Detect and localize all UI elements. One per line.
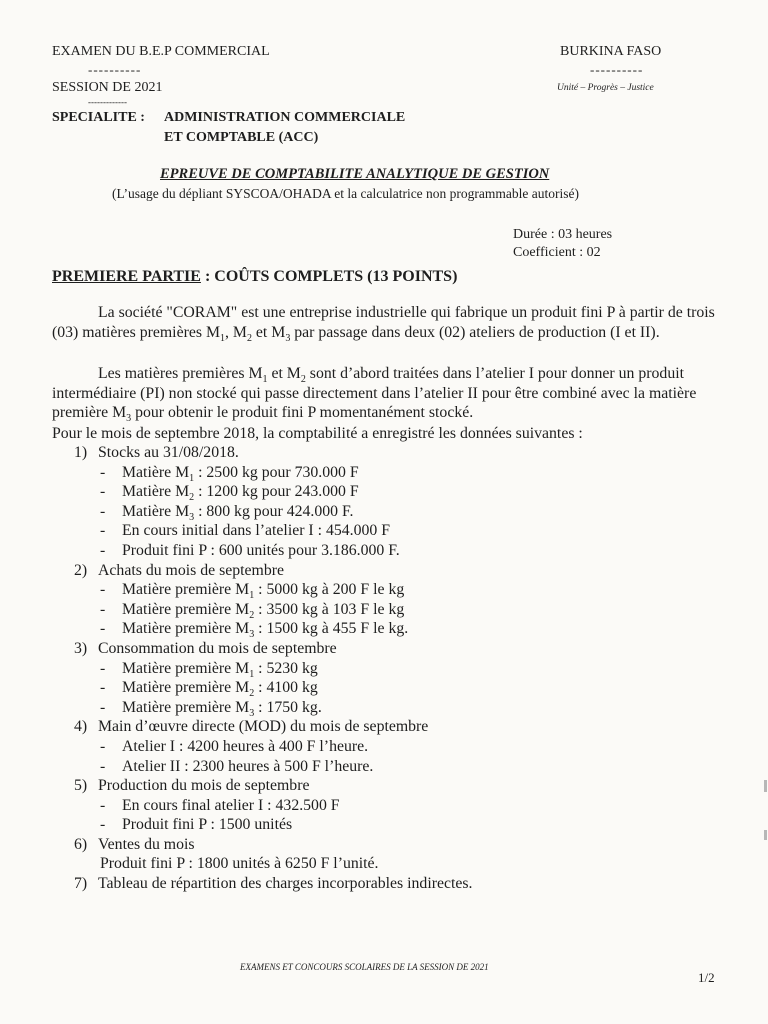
item-label: Stocks au 31/08/2018.: [98, 444, 239, 461]
sub-item: [74, 737, 473, 757]
text: Matière première M: [122, 620, 250, 638]
sub-item: [74, 796, 473, 816]
text: : 5230 kg: [254, 659, 318, 677]
sub-item: [74, 659, 473, 679]
dash: -: [100, 522, 106, 540]
specialite-line2: ET COMPTABLE (ACC): [164, 130, 319, 145]
coefficient: Coefficient : 02: [513, 245, 601, 260]
sub-item: [74, 619, 473, 639]
specialite-label: SPECIALITE :: [52, 110, 145, 125]
text: Matière M: [122, 502, 190, 520]
text: Matière première M: [122, 659, 250, 677]
scan-edge-mark: [764, 830, 767, 840]
epreuve-note: (L’usage du dépliant SYSCOA/OHADA et la calculatrice non programmable autorisé): [112, 186, 580, 201]
sub-item: [74, 541, 473, 561]
text: Produit fini P : 1500 unités: [122, 816, 293, 834]
national-motto: Unité – Progrès – Justice: [557, 83, 654, 93]
dash: -: [100, 698, 106, 716]
subscript: 2: [300, 374, 306, 386]
dash: -: [100, 679, 106, 697]
subscript: 1: [262, 374, 268, 386]
sub-item: [74, 757, 473, 777]
scan-edge-mark: [764, 780, 767, 792]
list-item: [74, 776, 473, 796]
dash: -: [100, 816, 106, 834]
text: par passage dans deux (02) ateliers de production (I et II).: [290, 323, 660, 341]
text: Matière première M: [122, 581, 250, 599]
country-dashes: ----------: [590, 62, 644, 77]
item-number: 6): [74, 835, 88, 853]
exam-title: EXAMEN DU B.E.P COMMERCIAL: [52, 44, 270, 59]
text: et M: [267, 365, 301, 382]
intro-paragraph: [52, 303, 720, 342]
item-label: Ventes du mois: [98, 835, 195, 853]
session-label: SESSION DE 2021: [52, 80, 163, 95]
dash: -: [100, 463, 106, 481]
text: : 1200 kg pour 243.000 F: [194, 483, 359, 501]
text: : 4100 kg: [254, 679, 318, 697]
data-list: [74, 443, 473, 894]
subscript: 3: [249, 629, 255, 641]
text: Atelier I : 4200 heures à 400 F l’heure.: [122, 737, 369, 755]
item-label: Production du mois de septembre: [98, 777, 310, 795]
process-paragraph: [52, 364, 720, 423]
subscript: 2: [249, 609, 255, 621]
dash: -: [100, 737, 106, 755]
subscript: 3: [189, 511, 195, 523]
country-name: BURKINA FASO: [560, 44, 662, 59]
subscript: 1: [220, 332, 225, 344]
sub-item: [74, 463, 473, 483]
text: : 1500 kg à 455 F le kg.: [254, 620, 409, 638]
text: Produit fini P : 1800 unités à 6250 F l’unité.: [100, 855, 379, 873]
list-item: [74, 717, 473, 737]
text: Atelier II : 2300 heures à 500 F l’heure.: [122, 757, 374, 775]
text: Matière première M: [122, 600, 250, 618]
subscript: 3: [249, 707, 255, 719]
text: : 5000 kg à 200 F le kg: [254, 581, 405, 599]
subscript: 2: [189, 492, 195, 504]
footer-text: EXAMENS ET CONCOURS SCOLAIRES DE LA SESSION DE 2021: [240, 962, 489, 972]
session-dashes: -------------: [88, 97, 127, 107]
sub-item: [74, 600, 473, 620]
subscript: 2: [246, 332, 252, 344]
text: En cours initial dans l’atelier I : 454.000 F: [122, 522, 391, 540]
item-number: 3): [74, 639, 88, 657]
subscript: 3: [126, 413, 132, 425]
text: : 800 kg pour 424.000 F.: [194, 502, 354, 520]
text: : 1750 kg.: [254, 698, 322, 716]
text: Matière M: [122, 483, 190, 501]
dash: -: [100, 620, 106, 638]
page-number: 1/2: [698, 970, 715, 985]
text: Matière première M: [122, 698, 250, 716]
epreuve-title: EPREUVE DE COMPTABILITE ANALYTIQUE DE GESTION: [160, 166, 550, 182]
sub-item: [74, 502, 473, 522]
list-item: [74, 561, 473, 581]
sub-item: [74, 521, 473, 541]
subscript: 1: [189, 472, 195, 484]
text: et M: [251, 323, 286, 341]
text: pour obtenir le produit fini P momentanément stocké.: [131, 404, 474, 422]
dash: -: [100, 600, 106, 618]
exam-dashes: ----------: [88, 62, 142, 77]
list-item: [74, 874, 473, 894]
sub-item: [74, 854, 473, 874]
dash: -: [100, 581, 106, 599]
text: La société "CORAM" est une entreprise industrielle qui fabrique un produit fini P à partir de trois (03) matières premières M: [52, 304, 715, 341]
item-number: 1): [74, 444, 88, 461]
data-intro: Pour le mois de septembre 2018, la comptabilité a enregistré les données suivantes :: [52, 425, 583, 442]
text: : 3500 kg à 103 F le kg: [254, 600, 405, 618]
subscript: 1: [249, 668, 255, 680]
dash: -: [100, 757, 106, 775]
text: Les matières premières M: [98, 365, 263, 382]
text: En cours final atelier I : 432.500 F: [122, 796, 340, 814]
text: Matière M: [122, 463, 190, 481]
sub-item: [74, 698, 473, 718]
part-title: [52, 268, 457, 286]
text: sont d’abord traitées dans l’atelier I pour donner un produit intermédiaire (PI) non stocké qui passe directement dans l’atelier II pour être combiné avec la matière première M: [52, 365, 697, 422]
item-number: 4): [74, 718, 88, 736]
text: : 2500 kg pour 730.000 F: [194, 463, 359, 481]
dash: -: [100, 796, 106, 814]
sub-item: [74, 815, 473, 835]
duree: Durée : 03 heures: [513, 227, 613, 242]
list-item: [74, 443, 473, 463]
item-label: Achats du mois de septembre: [98, 561, 285, 579]
list-item: [74, 835, 473, 855]
dash: -: [100, 502, 106, 520]
item-label: Main d’œuvre directe (MOD) du mois de septembre: [98, 718, 429, 736]
dash: -: [100, 541, 106, 559]
dash: -: [100, 659, 106, 677]
item-number: 7): [74, 875, 88, 893]
item-number: 2): [74, 561, 88, 579]
list-item: [74, 639, 473, 659]
item-label: Tableau de répartition des charges incorporables indirectes.: [98, 875, 473, 893]
text: Matière première M: [122, 679, 250, 697]
sub-item: [74, 482, 473, 502]
part-title-main: PREMIERE PARTIE: [52, 268, 201, 285]
item-number: 5): [74, 777, 88, 795]
text: Produit fini P : 600 unités pour 3.186.000 F.: [122, 541, 400, 559]
sub-item: [74, 580, 473, 600]
dash: -: [100, 483, 106, 501]
specialite-line1: ADMINISTRATION COMMERCIALE: [164, 110, 406, 125]
subscript: 3: [285, 332, 291, 344]
sub-item: [74, 678, 473, 698]
subscript: 1: [249, 590, 255, 602]
subscript: 2: [249, 688, 255, 700]
part-title-rest: : COÛTS COMPLETS (13 POINTS): [200, 268, 458, 285]
item-label: Consommation du mois de septembre: [98, 639, 337, 657]
text: , M: [225, 323, 247, 341]
